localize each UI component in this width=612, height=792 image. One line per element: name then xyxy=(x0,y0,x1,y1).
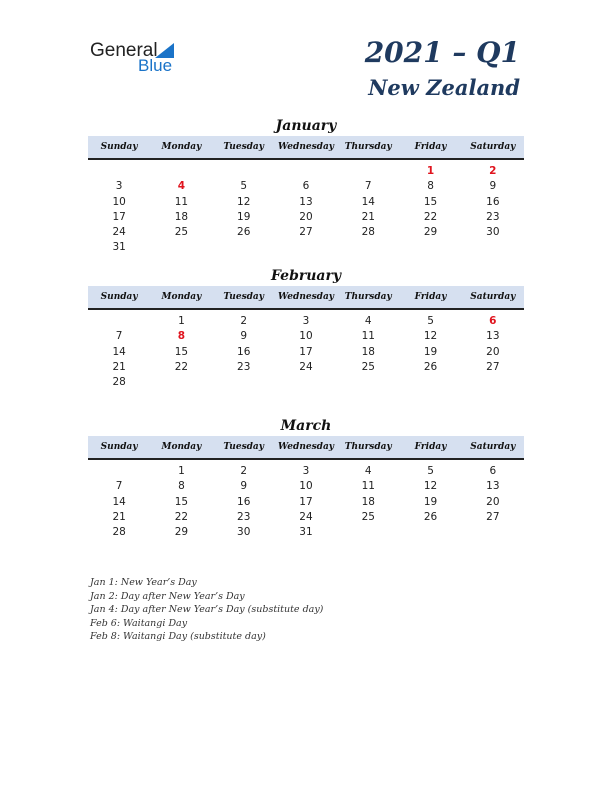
day-cell: 11 xyxy=(174,195,189,208)
day-cell: 26 xyxy=(237,226,251,239)
holiday-note: Jan 2: Day after New Year’s Day xyxy=(90,590,245,602)
week-row xyxy=(88,464,524,479)
week-row xyxy=(88,510,524,525)
week-row xyxy=(88,345,524,360)
day-cell: 28 xyxy=(112,526,126,539)
day-cell: 14 xyxy=(112,345,126,358)
day-cell: 11 xyxy=(361,330,375,343)
day-cell: 14 xyxy=(361,195,375,208)
day-cell: 9 xyxy=(240,480,248,493)
day-cell: 24 xyxy=(112,226,126,239)
weekday-tuesday: Tuesday xyxy=(223,292,264,302)
day-cell: 16 xyxy=(486,195,500,208)
day-cell: 12 xyxy=(237,195,251,208)
weekday-thursday: Thursday xyxy=(344,142,392,152)
day-cell: 27 xyxy=(299,226,313,239)
weekday-tuesday: Tuesday xyxy=(223,142,264,152)
weekday-wednesday: Wednesday xyxy=(277,292,335,302)
weekday-header xyxy=(88,436,524,460)
day-cell: 15 xyxy=(423,195,438,208)
week-row xyxy=(88,164,524,179)
day-cell: 26 xyxy=(423,510,438,523)
empty-day-cell xyxy=(399,375,461,390)
day-cell: 21 xyxy=(112,510,126,523)
holiday-note: Feb 8: Waitangi Day (substitute day) xyxy=(90,631,266,643)
day-cell: 4 xyxy=(364,315,372,327)
day-cell: 5 xyxy=(240,180,248,193)
day-cell: 29 xyxy=(423,226,438,239)
week-row xyxy=(88,314,524,329)
day-cell: 23 xyxy=(237,510,251,523)
week-row xyxy=(88,240,524,255)
logo xyxy=(90,40,200,80)
week-row xyxy=(88,375,524,390)
empty-day-cell xyxy=(462,525,524,540)
day-cell: 17 xyxy=(112,210,126,223)
day-cell: 10 xyxy=(299,480,313,493)
day-cell: 14 xyxy=(112,495,126,508)
day-cell: 8 xyxy=(178,480,185,493)
month-march xyxy=(88,416,524,540)
day-cell: 31 xyxy=(299,526,313,539)
day-cell: 17 xyxy=(299,495,313,508)
weekday-friday: Friday xyxy=(414,442,447,452)
empty-day-cell xyxy=(337,164,399,179)
day-cell: 2 xyxy=(240,315,248,327)
weekday-thursday: Thursday xyxy=(344,292,392,302)
weekday-monday: Monday xyxy=(161,292,202,302)
day-cell: 20 xyxy=(486,345,500,358)
day-cell: 5 xyxy=(427,315,434,327)
day-cell: 31 xyxy=(112,241,126,254)
empty-day-cell xyxy=(462,240,524,255)
day-cell: 3 xyxy=(302,315,310,327)
day-cell: 10 xyxy=(299,330,313,343)
day-cell: 25 xyxy=(361,510,375,523)
day-cell: 29 xyxy=(174,526,189,539)
day-cell: 6 xyxy=(489,465,497,477)
day-cell: 3 xyxy=(115,180,123,193)
day-cell: 25 xyxy=(361,360,375,373)
month-name: February xyxy=(270,268,341,284)
day-cell: 13 xyxy=(486,480,500,493)
week-row xyxy=(88,195,524,210)
empty-day-cell xyxy=(150,375,212,390)
day-cell: 22 xyxy=(174,510,189,523)
day-cell: 17 xyxy=(299,345,313,358)
empty-day-cell xyxy=(337,375,399,390)
empty-day-cell xyxy=(88,464,150,479)
day-cell: 16 xyxy=(237,495,251,508)
day-cell: 19 xyxy=(423,345,438,358)
week-row xyxy=(88,179,524,194)
day-cell: 21 xyxy=(112,360,126,373)
week-row xyxy=(88,329,524,344)
day-cell: 13 xyxy=(299,195,313,208)
day-cell: 24 xyxy=(299,510,313,523)
weekday-saturday: Saturday xyxy=(470,142,516,152)
logo-word-general: General xyxy=(90,40,158,61)
day-cell: 6 xyxy=(302,180,310,193)
day-cell: 30 xyxy=(237,526,251,539)
day-cell: 26 xyxy=(423,360,438,373)
month-grid xyxy=(88,310,524,390)
empty-day-cell xyxy=(462,375,524,390)
day-cell: 13 xyxy=(486,330,500,343)
weekday-wednesday: Wednesday xyxy=(277,142,335,152)
day-cell: 1 xyxy=(178,465,185,477)
week-row xyxy=(88,479,524,494)
weekday-wednesday: Wednesday xyxy=(277,442,335,452)
day-cell: 5 xyxy=(427,465,434,477)
day-cell: 9 xyxy=(240,330,248,343)
day-cell: 1 xyxy=(178,315,185,327)
day-cell: 25 xyxy=(174,226,189,239)
day-cell: 12 xyxy=(423,330,438,343)
day-cell: 7 xyxy=(115,330,123,343)
day-cell: 4 xyxy=(177,180,186,193)
day-cell: 22 xyxy=(423,210,438,223)
holiday-note: Jan 4: Day after New Year’s Day (substitute day) xyxy=(90,604,324,616)
day-cell: 8 xyxy=(177,330,186,343)
day-cell: 23 xyxy=(237,360,251,373)
weekday-header xyxy=(88,286,524,310)
day-cell: 18 xyxy=(361,495,375,508)
empty-day-cell xyxy=(213,164,275,179)
day-cell: 23 xyxy=(486,210,500,223)
weekday-sunday: Sunday xyxy=(100,292,138,302)
day-cell: 18 xyxy=(361,345,375,358)
empty-day-cell xyxy=(150,164,212,179)
holiday-note: Feb 6: Waitangi Day xyxy=(90,617,188,629)
day-cell: 22 xyxy=(174,360,189,373)
day-cell: 27 xyxy=(486,510,500,523)
day-cell: 7 xyxy=(115,480,123,493)
month-february xyxy=(88,266,524,390)
weekday-monday: Monday xyxy=(161,442,202,452)
month-grid xyxy=(88,460,524,540)
day-cell: 28 xyxy=(361,226,375,239)
day-cell: 3 xyxy=(302,465,310,477)
weekday-friday: Friday xyxy=(414,142,447,152)
day-cell: 24 xyxy=(299,360,313,373)
month-january xyxy=(88,116,524,256)
day-cell: 7 xyxy=(364,180,372,193)
weekday-sunday: Sunday xyxy=(100,442,138,452)
weekday-thursday: Thursday xyxy=(344,442,392,452)
weekday-saturday: Saturday xyxy=(470,442,516,452)
day-cell: 1 xyxy=(426,165,435,177)
weekday-saturday: Saturday xyxy=(470,292,516,302)
week-row xyxy=(88,495,524,510)
empty-day-cell xyxy=(213,240,275,255)
empty-day-cell xyxy=(337,240,399,255)
day-cell: 19 xyxy=(423,495,438,508)
empty-day-cell xyxy=(213,375,275,390)
holiday-notes xyxy=(90,576,323,644)
day-cell: 21 xyxy=(361,210,375,223)
empty-day-cell xyxy=(399,525,461,540)
week-row xyxy=(88,525,524,540)
empty-day-cell xyxy=(88,164,150,179)
day-cell: 20 xyxy=(299,210,313,223)
week-row xyxy=(88,360,524,375)
week-row xyxy=(88,210,524,225)
empty-day-cell xyxy=(88,314,150,329)
empty-day-cell xyxy=(399,240,461,255)
logo-word-blue: Blue xyxy=(138,56,173,75)
empty-day-cell xyxy=(275,240,337,255)
weekday-friday: Friday xyxy=(414,292,447,302)
day-cell: 15 xyxy=(174,345,189,358)
weekday-tuesday: Tuesday xyxy=(223,442,264,452)
day-cell: 18 xyxy=(174,210,189,223)
page-title: 2021 – Q1 xyxy=(364,36,520,69)
month-name: March xyxy=(280,418,332,434)
empty-day-cell xyxy=(337,525,399,540)
weekday-sunday: Sunday xyxy=(100,142,138,152)
day-cell: 28 xyxy=(112,376,126,389)
month-grid xyxy=(88,160,524,256)
day-cell: 30 xyxy=(486,226,500,239)
day-cell: 12 xyxy=(423,480,438,493)
day-cell: 20 xyxy=(486,495,500,508)
week-row xyxy=(88,225,524,240)
day-cell: 11 xyxy=(361,480,375,493)
empty-day-cell xyxy=(275,164,337,179)
day-cell: 9 xyxy=(489,180,497,193)
day-cell: 10 xyxy=(112,195,126,208)
page-subtitle: New Zealand xyxy=(368,75,520,100)
day-cell: 16 xyxy=(237,345,251,358)
holiday-note: Jan 1: New Year’s Day xyxy=(90,577,197,588)
weekday-header xyxy=(88,136,524,160)
empty-day-cell xyxy=(275,375,337,390)
empty-day-cell xyxy=(150,240,212,255)
day-cell: 8 xyxy=(427,180,434,193)
day-cell: 4 xyxy=(364,465,372,477)
day-cell: 2 xyxy=(240,465,248,477)
month-name: January xyxy=(275,118,337,134)
day-cell: 15 xyxy=(174,495,189,508)
day-cell: 2 xyxy=(489,165,497,177)
day-cell: 19 xyxy=(237,210,251,223)
day-cell: 6 xyxy=(489,315,497,327)
weekday-monday: Monday xyxy=(161,142,202,152)
day-cell: 27 xyxy=(486,360,500,373)
